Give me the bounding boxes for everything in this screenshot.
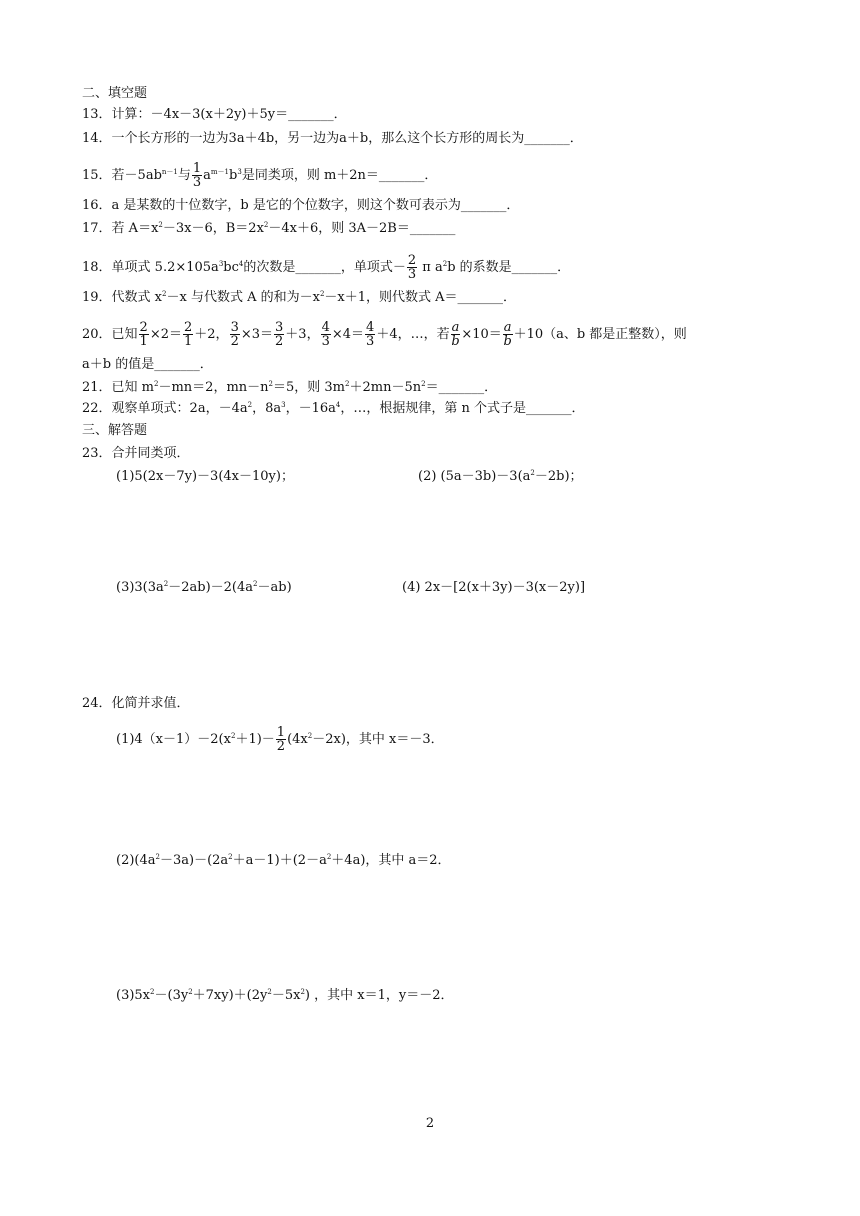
- question-23-part3: $(3)3(3a^2-2ab)-2(4a^2-ab)$: [116, 580, 292, 595]
- page-number: 2: [425, 1116, 435, 1131]
- question-21: 21．已知 $m^2-mn=2$，$mn-n^2=5$，则 $3m^2+2mn-5n^2=\_\_\_\_\_\_\_$．: [82, 380, 498, 395]
- question-23-part1: (1)5(2x－7y)－3(4x－10y)；: [116, 469, 294, 484]
- question-23-part2: (2) $(5a-3b)-3(a^2-2b)$；: [418, 469, 583, 484]
- question-24-title: 24．化简并求值．: [82, 696, 190, 711]
- question-16: 16．a 是某数的十位数字，b 是它的个位数字，则这个数可表示为_______．: [82, 198, 520, 213]
- question-14: 14．一个长方形的一边为3a＋4b，另一边为a＋b，那么这个长方形的周长为_______．: [82, 131, 583, 146]
- question-22: 22．观察单项式：2a，$-4a^2$，$8a^3$，$-16a^4$，…，根据规律，第 n 个式子是_______．: [82, 401, 585, 416]
- section-title-fill-in: 二、填空题: [82, 86, 148, 101]
- question-19: 19．代数式 $x^2-x$ 与代数式 A 的和为$-x^2-x+1$，则代数式 A＝_______．: [82, 290, 517, 305]
- question-24-part1: $(1)4(x-1)-2(x^2+1)-$ $\frac{1}{2}$ $(4x^2-2x)$，其中 x＝－3．: [116, 725, 444, 754]
- question-18: 18．单项式 $5.2\times 105a^3bc^4$的次数是_______，单项式－ $\frac{2}{3}$ π $a^2b$ 的系数是_______．: [82, 253, 571, 282]
- question-13: 13．计算：－4x－3(x＋2y)＋5y＝_______．: [82, 107, 347, 122]
- question-24-part3: $(3)5x^2-(3y^2+7xy)+(2y^2-5x^2)$ ，其中 x＝1，y＝－2．: [116, 988, 454, 1003]
- question-15: 15．若$-5ab^{n-1}$与 $\frac{1}{3}$ $a^{m-1}b^3$是同类项，则 m＋2n＝_______．: [82, 161, 438, 190]
- question-23-part4: (4) 2x－[2(x＋3y)－3(x－2y)]: [402, 580, 586, 595]
- fraction-two-thirds: $\frac{2}{3}$: [407, 253, 417, 282]
- section-title-solve: 三、解答题: [82, 423, 148, 438]
- question-17: 17．若 $A=x^2-3x-6$，$B=2x^2-4x+6$，则 3A－2B＝_______: [82, 221, 456, 236]
- question-20-line2: a＋b 的值是_______．: [82, 357, 213, 372]
- question-23-title: 23．合并同类项．: [82, 446, 190, 461]
- question-24-part2: $(2)(4a^2-3a)-(2a^2+a-1)+(2-a^2+4a)$，其中 a＝2．: [116, 853, 451, 868]
- question-20: 20．已知 $\frac{2}{1}$ ×2＝ $\frac{2}{1}$ ＋2， $\frac{3}{2}$ ×3＝ $\frac{3}{2}$ ＋3， $\frac{4}{3}$ ×4＝ $\frac{4}{3}$ ＋4，…，若 $\frac{a}{b}$ ×10＝ $\frac{a}{b}$ ＋10（a、b 都是正整数），则: [82, 320, 687, 349]
- fraction-one-half: $\frac{1}{2}$: [276, 725, 286, 754]
- fraction-one-third: $\frac{1}{3}$: [192, 161, 202, 190]
